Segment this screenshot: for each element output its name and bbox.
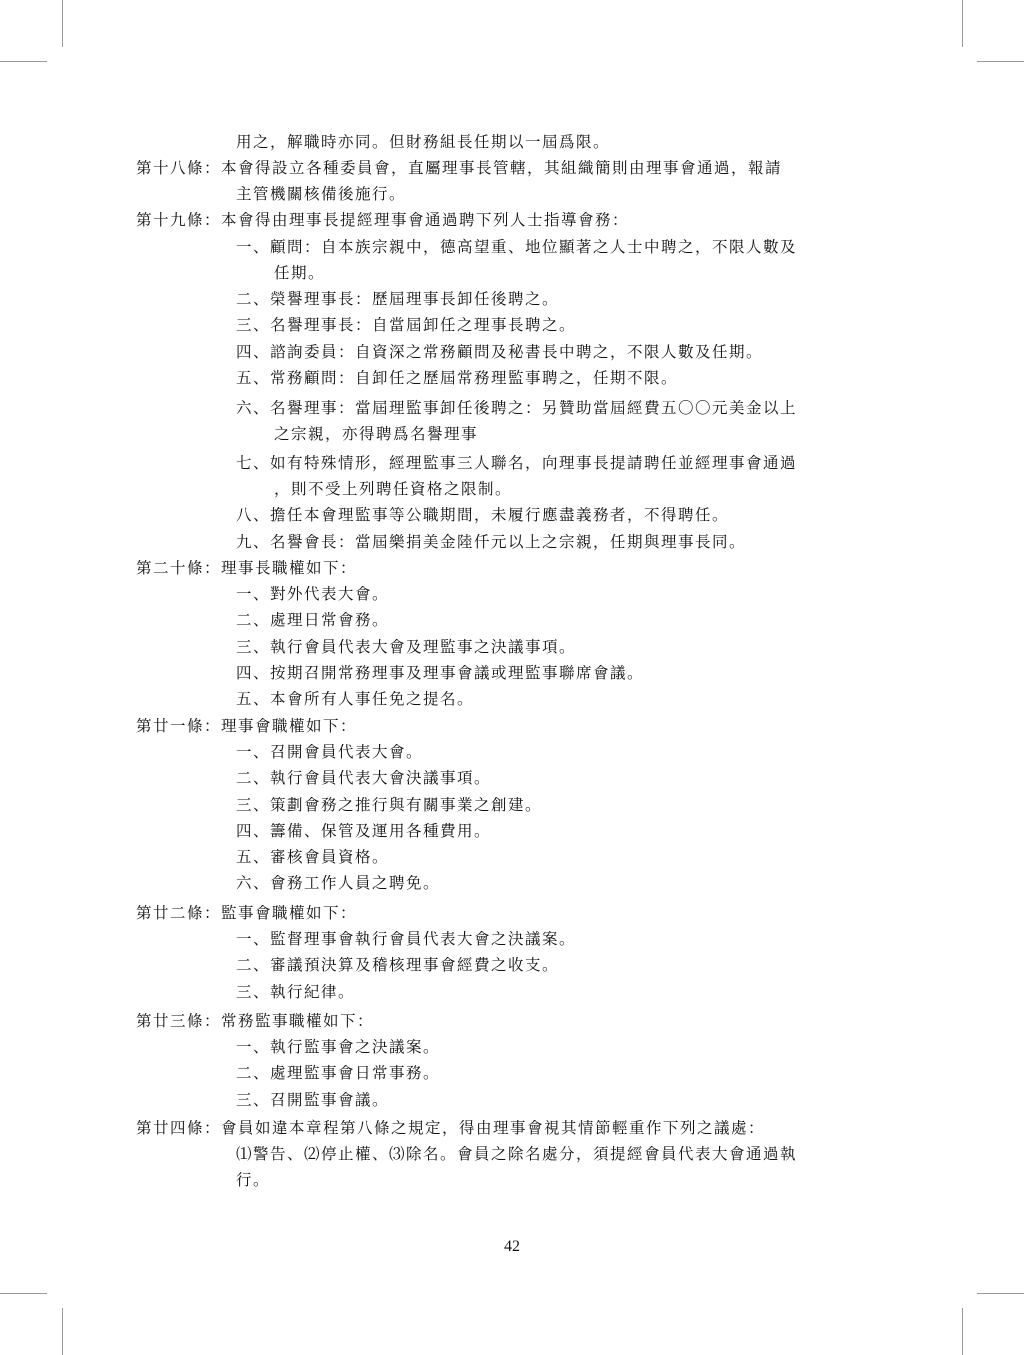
list-item: 四、按期召開常務理事及理事會議或理監事聯席會議。 — [236, 664, 645, 682]
text-line: ⑴警告、⑵停止權、⑶除名。會員之除名處分，須提經會員代表大會通過執 — [236, 1145, 798, 1163]
crop-mark — [0, 61, 47, 62]
list-item: 三、執行紀律。 — [236, 983, 356, 1001]
list-item: 八、擔任本會理監事等公職期間，未履行應盡義務者，不得聘任。 — [236, 506, 730, 524]
page-number: 42 — [504, 1238, 520, 1255]
list-item: 四、籌備、保管及運用各種費用。 — [236, 822, 492, 840]
list-item: 三、執行會員代表大會及理監事之決議事項。 — [236, 638, 577, 656]
list-item: 二、執行會員代表大會決議事項。 — [236, 769, 492, 787]
list-item: 三、策劃會務之推行與有關事業之創建。 — [236, 796, 543, 814]
list-item: 二、榮譽理事長：歷屆理事長卸任後聘之。 — [236, 290, 560, 308]
list-item: 五、本會所有人事任免之提名。 — [236, 690, 475, 708]
text-line: 行。 — [236, 1171, 271, 1189]
list-item: 五、審核會員資格。 — [236, 848, 390, 866]
crop-mark — [62, 0, 63, 47]
list-item: 一、執行監事會之決議案。 — [236, 1038, 441, 1056]
text-line: 用之，解職時亦同。但財務組長任期以一屆爲限。 — [236, 133, 611, 151]
article-18-line: 第十八條：本會得設立各種委員會，直屬理事長管轄，其組織簡則由理事會通過，報請 — [136, 159, 783, 177]
list-item: 一、顧問：自本族宗親中，德高望重、地位顯著之人士中聘之，不限人數及 — [236, 238, 798, 256]
article-24-line: 第廿四條：會員如違本章程第八條之規定，得由理事會視其情節輕重作下列之議處： — [136, 1119, 766, 1137]
list-item: 二、審議預決算及稽核理事會經費之收支。 — [236, 956, 560, 974]
crop-mark — [962, 1308, 963, 1355]
list-item-continuation: 之宗親，亦得聘爲名譽理事 — [274, 425, 479, 443]
list-item: 二、處理日常會務。 — [236, 611, 390, 629]
article-20-line: 第二十條：理事長職權如下： — [136, 559, 358, 577]
list-item: 一、對外代表大會。 — [236, 585, 390, 603]
list-item: 三、名譽理事長：自當屆卸任之理事長聘之。 — [236, 316, 577, 334]
list-item: 一、監督理事會執行會員代表大會之決議案。 — [236, 930, 577, 948]
article-22-line: 第廿二條：監事會職權如下： — [136, 904, 358, 922]
text-line: 主管機關核備後施行。 — [236, 185, 407, 203]
list-item: 七、如有特殊情形，經理監事三人聯名，向理事長提請聘任並經理事會通過 — [236, 454, 798, 472]
list-item-continuation: 任期。 — [274, 264, 326, 282]
article-23-line: 第廿三條：常務監事職權如下： — [136, 1012, 375, 1030]
crop-mark — [962, 0, 963, 47]
list-item: 三、召開監事會議。 — [236, 1091, 390, 1109]
list-item: 九、名譽會長：當屆樂捐美金陸仟元以上之宗親，任期與理事長同。 — [236, 533, 747, 551]
crop-mark — [0, 1293, 47, 1294]
crop-mark — [977, 1293, 1024, 1294]
list-item: 四、諮詢委員：自資深之常務顧問及秘書長中聘之，不限人數及任期。 — [236, 343, 764, 361]
crop-mark — [62, 1308, 63, 1355]
list-item: 五、常務顧問：自卸任之歷屆常務理監事聘之，任期不限。 — [236, 369, 679, 387]
list-item: 二、處理監事會日常事務。 — [236, 1064, 441, 1082]
list-item: 六、名譽理事：當屆理監事卸任後聘之：另贊助當屆經費五〇〇元美金以上 — [236, 399, 798, 417]
article-19-line: 第十九條：本會得由理事長提經理事會通過聘下列人士指導會務： — [136, 211, 630, 229]
article-21-line: 第廿一條：理事會職權如下： — [136, 717, 358, 735]
list-item: 一、召開會員代表大會。 — [236, 743, 424, 761]
list-item: 六、會務工作人員之聘免。 — [236, 874, 441, 892]
list-item-continuation: ，則不受上列聘任資格之限制。 — [274, 480, 513, 498]
crop-mark — [977, 61, 1024, 62]
